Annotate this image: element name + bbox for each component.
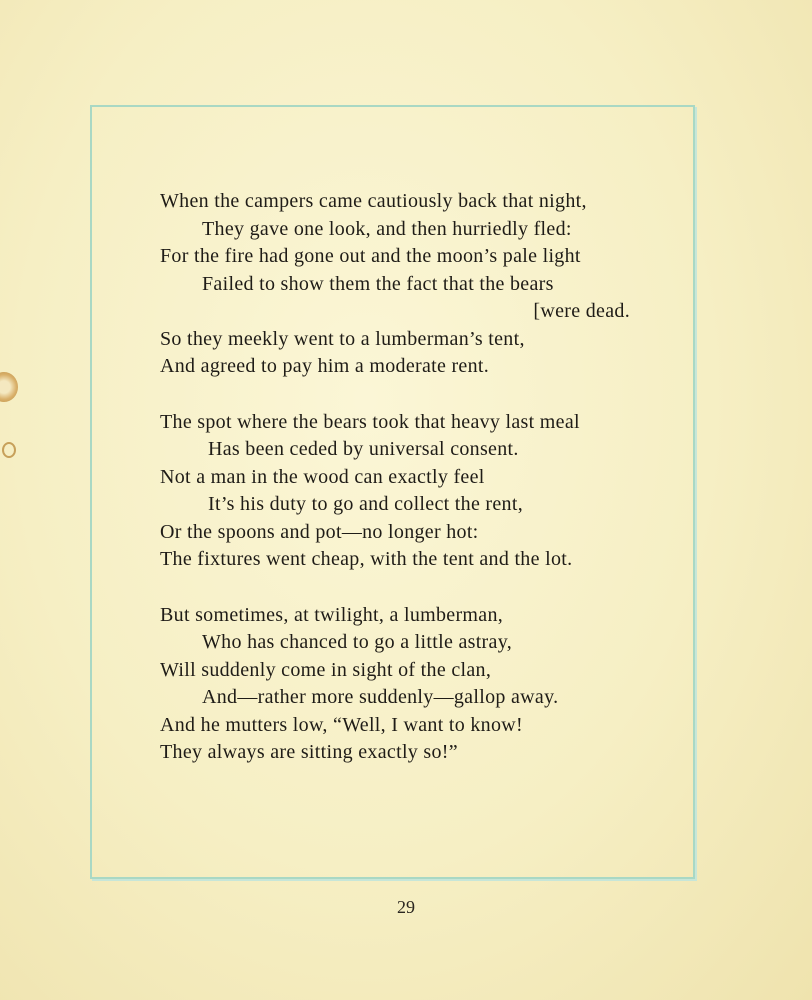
poem-line: The fixtures went cheap, with the tent and the lot.	[160, 548, 573, 570]
paper-stain-small	[2, 442, 16, 458]
poem-line: It’s his duty to go and collect the rent,	[208, 493, 524, 515]
poem-line: When the campers came cautiously back that night,	[160, 190, 587, 212]
poem-line: Who has chanced to go a little astray,	[202, 631, 512, 653]
stanza-1	[160, 188, 630, 381]
poem-line: For the fire had gone out and the moon’s pale light	[160, 245, 581, 267]
poem-line: So they meekly went to a lumberman’s tent,	[160, 327, 525, 350]
poem-line: The spot where the bears took that heavy last meal	[160, 410, 580, 433]
poem-line: They always are sitting exactly so!”	[160, 741, 458, 763]
page-number: 29	[397, 897, 415, 917]
poem-line: They gave one look, and then hurriedly fled:	[202, 217, 572, 240]
poem-line: And he mutters low, “Well, I want to know!	[160, 713, 523, 736]
poem-line: And agreed to pay him a moderate rent.	[160, 355, 490, 377]
poem-line: Not a man in the wood can exactly feel	[160, 465, 485, 488]
poem-line-continuation: [were dead.	[533, 300, 630, 322]
poem	[160, 188, 630, 767]
poem-line: And—rather more suddenly—gallop away.	[202, 686, 559, 708]
poem-line: Or the spoons and pot—no longer hot:	[160, 520, 479, 543]
poem-line: Has been ceded by universal consent.	[208, 438, 519, 460]
paper-stain	[0, 372, 18, 402]
stanza-3	[160, 602, 630, 767]
poem-line: Failed to show them the fact that the bears	[202, 272, 554, 295]
poem-line: But sometimes, at twilight, a lumberman,	[160, 603, 504, 626]
stanza-2	[160, 409, 630, 574]
poem-line: Will suddenly come in sight of the clan,	[160, 658, 492, 681]
